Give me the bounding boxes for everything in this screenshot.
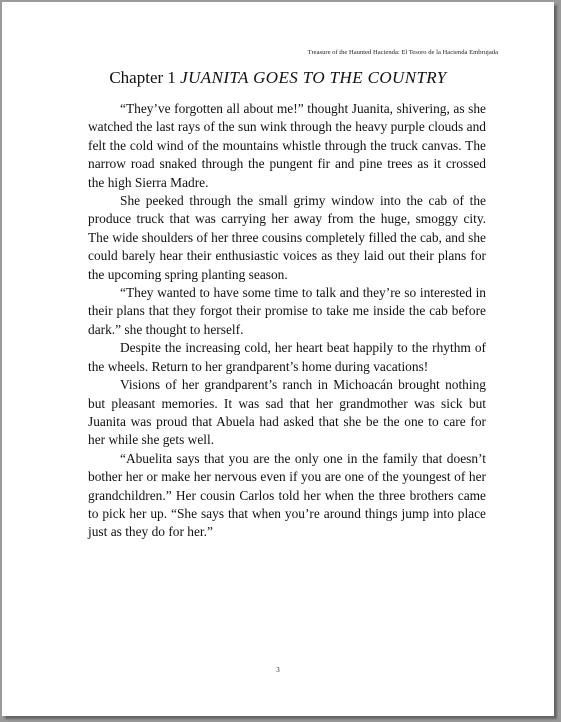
paragraph: “They’ve forgotten all about me!” thought Juanita, shivering, as she watched the last rays of the sun wink through the heavy purple clouds and felt the cold wind of the mountains whistle through the truck canvas. The narrow road snaked through the pungent fir and pine trees as it crossed the high Sierra Madre.	[88, 101, 486, 190]
document-page	[2, 2, 554, 716]
chapter-name: JUANITA GOES TO THE COUNTRY	[180, 68, 447, 87]
chapter-title	[2, 68, 554, 88]
body-text	[88, 100, 486, 542]
paragraph: “Abuelita says that you are the only one in the family that doesn’t bother her or make her nervous even if you are one of the youngest of her grandchildren.” Her cousin Carlos told her when the three brothers came to pick her up. “She says that when you’re around things jump into place just as they do for her.”	[88, 450, 486, 540]
paragraph: Visions of her grandparent’s ranch in Michoacán brought nothing but pleasant memories. It was sad that her grandmother was sick but Juanita was proud that Abuela had asked that she be the one to care for her while she gets well.	[88, 377, 486, 448]
paragraph: She peeked through the small grimy window into the cab of the produce truck that was carrying her away from the huge, smoggy city. The wide shoulders of her three cousins completely filled the cab, and she could barely hear their enthusiastic voices as they laid out their plans for the upcoming spring planting season.	[88, 193, 486, 282]
paragraph: Despite the increasing cold, her heart beat happily to the rhythm of the wheels. Return to her grandparent’s home during vacations!	[88, 340, 486, 374]
running-header: Treasure of the Haunted Hacienda: El Tesoro de la Hacienda Embrujada	[307, 49, 498, 56]
page-number: 3	[276, 666, 280, 674]
chapter-label: Chapter 1	[109, 68, 176, 87]
paragraph: “They wanted to have some time to talk and they’re so interested in their plans that they forgot their promise to take me inside the cab before dark.” she thought to herself.	[88, 285, 486, 337]
